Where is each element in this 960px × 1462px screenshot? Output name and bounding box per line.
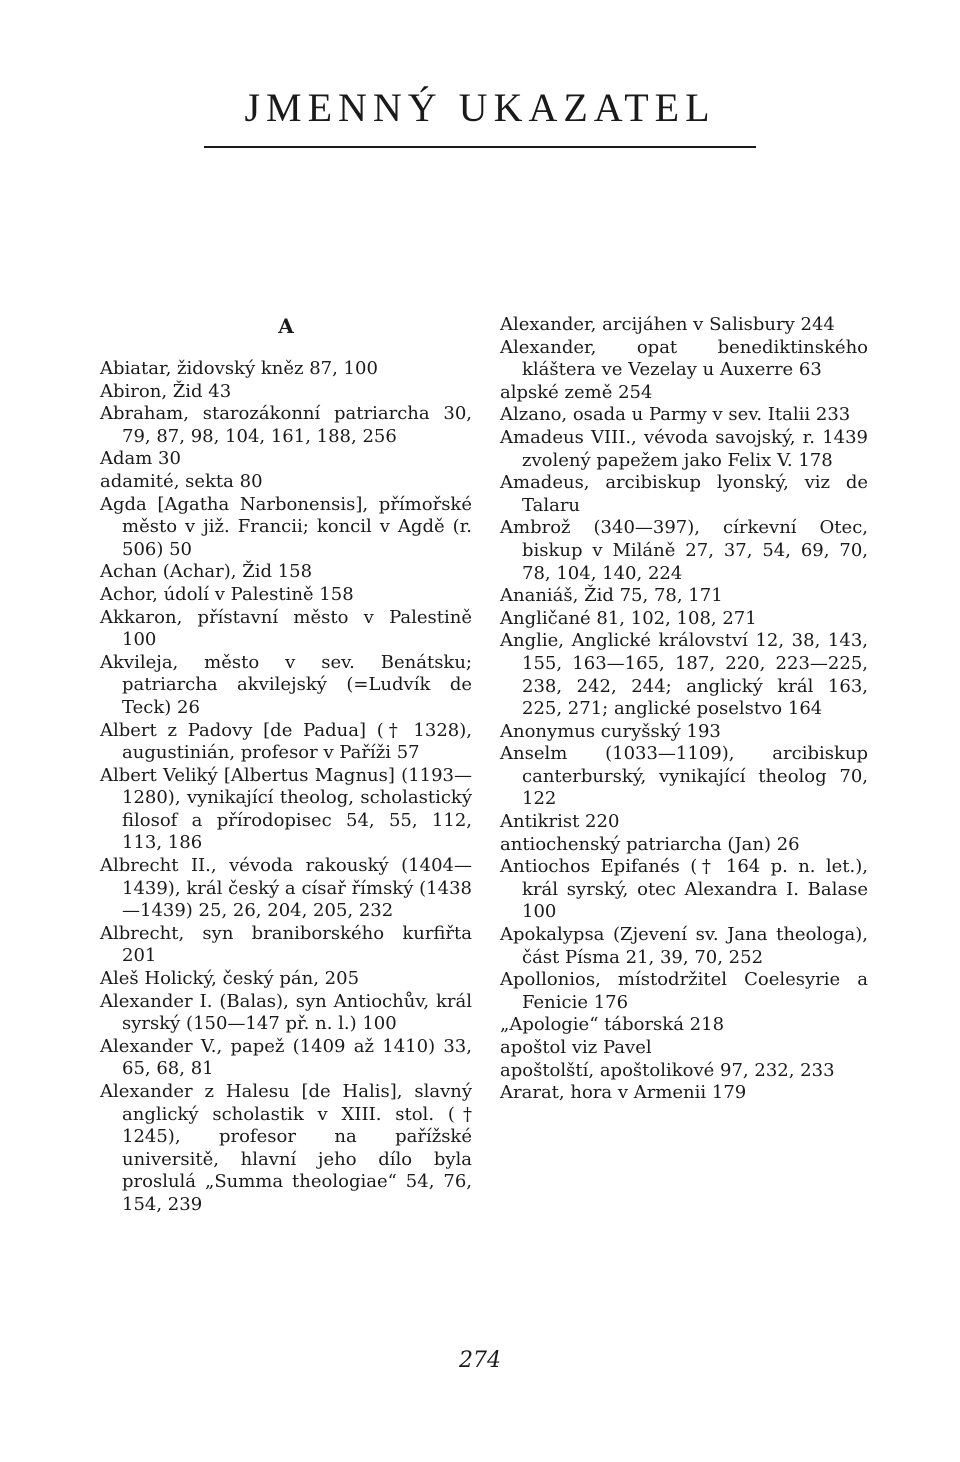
index-entry: Apokalypsa (Zjevení sv. Jana theologa), část Písma 21, 39, 70, 252 (500, 924, 868, 968)
section-letter: A (278, 314, 294, 338)
index-entry: adamité, sekta 80 (100, 470, 263, 492)
index-entry: Angličané 81, 102, 108, 271 (500, 607, 757, 629)
index-entry: Abiatar, židovský kněz 87, 100 (100, 358, 378, 379)
index-entry: Agda [Agatha Narbonensis], přímořské město v již. Francii; koncil v Agdě (r. 506) 50 (100, 493, 472, 560)
index-entry: antiochenský patriarcha (Jan) 26 (500, 833, 800, 855)
index-entry: Akkaron, přístavní město v Palestině 100 (100, 606, 472, 651)
index-entry: Antikrist 220 (500, 811, 620, 833)
title-rule (204, 146, 756, 148)
index-entry: apoštol viz Pavel (500, 1037, 652, 1058)
index-entry: Amadeus, arcibiskup lyonský, viz de Talaru (500, 472, 868, 516)
index-entry: Albrecht II., vévoda rakouský (1404—1439), král český a císař římský (1438—1439) 25, 26, 204, 205, 232 (100, 855, 472, 922)
index-entry: Ananiáš, Žid 75, 78, 171 (500, 585, 723, 607)
index-entry: Amadeus VIII., vévoda savojský, r. 1439 zvolený papežem jako Felix V. 178 (500, 426, 868, 471)
index-entry: Alexander V., papež (1409 až 1410) 33, 65, 68, 81 (100, 1035, 472, 1080)
index-entry: Anonymus curyšský 193 (500, 720, 721, 742)
index-entry: „Apologie“ táborská 218 (500, 1014, 725, 1036)
index-entry: Abraham, starozákonní patriarcha 30, 79, 87, 98, 104, 161, 188, 256 (100, 403, 472, 447)
index-entry: alpské země 254 (500, 381, 653, 403)
index-entry: apoštolští, apoštolikové 97, 232, 233 (500, 1059, 835, 1081)
index-entry: Adam 30 (100, 448, 181, 470)
index-entry: Aleš Holický, český pán, 205 (100, 968, 360, 990)
index-entry: Alexander z Halesu [de Halis], slavný anglický scholastik v XIII. stol. († 1245), profesor na pařížské universitě, hlavní jeho dílo byla proslulá „Summa theologiae“ 54, 76, 154, 239 (100, 1081, 472, 1215)
index-column-right (500, 314, 868, 1105)
index-column-left (100, 358, 472, 1217)
index-entry: Albert z Padovy [de Padua] († 1328), augustinián, profesor v Paříži 57 (100, 719, 472, 764)
index-entry: Alexander, opat benediktinského kláštera ve Vezelay u Auxerre 63 (500, 336, 868, 381)
index-entry: Apollonios, místodržitel Coelesyrie a Fenicie 176 (500, 969, 868, 1013)
index-entry: Abiron, Žid 43 (100, 380, 232, 402)
index-entry: Albrecht, syn braniborského kurfiřta 201 (100, 922, 472, 967)
index-entry: Ambrož (340—397), církevní Otec, biskup v Miláně 27, 37, 54, 69, 70, 78, 104, 140, 224 (500, 517, 868, 584)
index-entry: Akvileja, město v sev. Benátsku; patriarcha akvilejský (=Ludvík de Teck) 26 (100, 651, 472, 718)
index-entry: Achor, údolí v Palestině 158 (100, 583, 354, 605)
index-entry: Albert Veliký [Albertus Magnus] (1193—1280), vynikající theolog, scholastický filosof a přírodopisec 54, 55, 112, 113, 186 (100, 764, 472, 854)
index-entry: Antiochos Epifanés († 164 p. n. let.), král syrský, otec Alexandra I. Balase 100 (500, 856, 868, 923)
index-entry: Ararat, hora v Armenii 179 (500, 1082, 747, 1104)
index-entry: Alexander, arcijáhen v Salisbury 244 (500, 314, 835, 335)
page-title: JMENNÝ UKAZATEL (244, 85, 716, 130)
page-number: 274 (459, 1348, 501, 1373)
index-entry: Anglie, Anglické království 12, 38, 143, 155, 163—165, 187, 220, 223—225, 238, 242, 244; anglický král 163, 225, 271; anglické poselstvo 164 (500, 630, 868, 720)
index-entry: Alexander I. (Balas), syn Antiochův, král syrský (150—147 př. n. l.) 100 (100, 990, 472, 1035)
index-entry: Achan (Achar), Žid 158 (100, 561, 313, 583)
index-entry: Anselm (1033—1109), arcibiskup canterburský, vynikající theolog 70, 122 (500, 743, 868, 810)
index-entry: Alzano, osada u Parmy v sev. Italii 233 (500, 404, 851, 426)
